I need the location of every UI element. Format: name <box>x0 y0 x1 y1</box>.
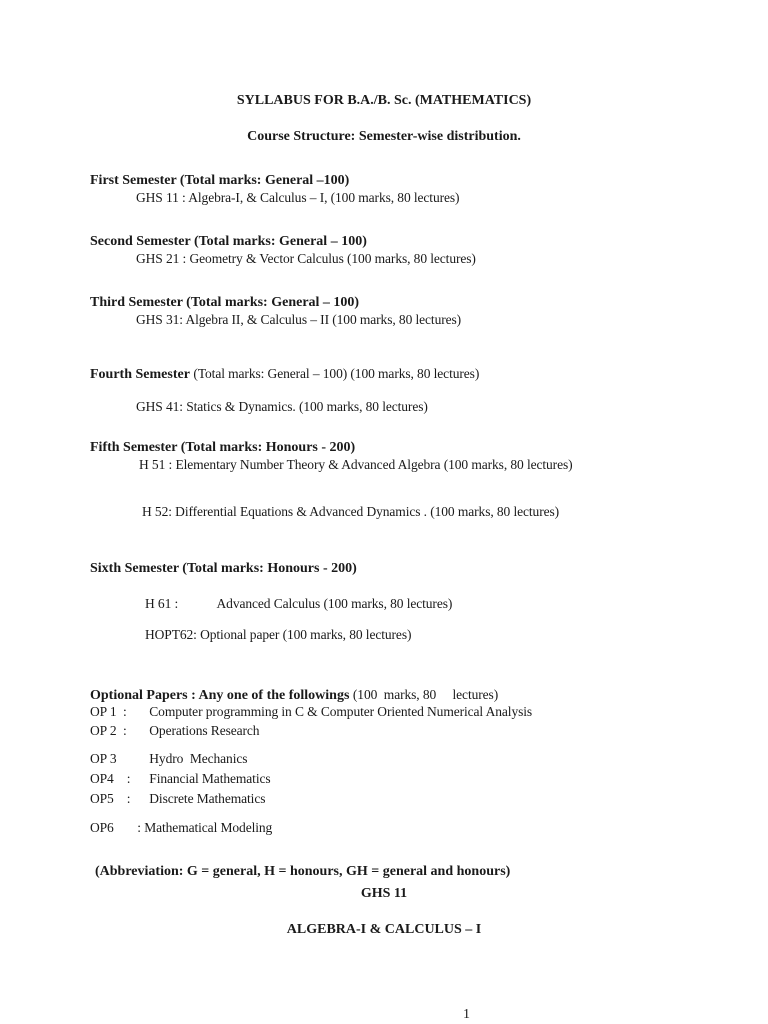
semester-1-heading: First Semester (Total marks: General –100) <box>90 173 350 188</box>
course-description: Statics & Dynamics. (100 marks, 80 lectures) <box>186 399 428 414</box>
course-description: Algebra-I, & Calculus – I, (100 marks, 80 lectures) <box>188 190 460 205</box>
optional-paper-item <box>90 723 259 739</box>
course-code: H 61 : <box>145 596 179 611</box>
semester-5-course-1 <box>139 457 573 473</box>
course-description: Geometry & Vector Calculus (100 marks, 80 lectures) <box>189 251 476 266</box>
semester-2-course-1 <box>136 251 476 267</box>
optional-paper-code: OP 2 : <box>90 723 127 738</box>
optional-paper-code: OP5 : <box>90 791 131 806</box>
semester-4-heading-details: (Total marks: General – 100) (100 marks, 80 lectures) <box>193 366 480 381</box>
semester-5-course-2 <box>142 504 559 520</box>
semester-4-heading-line <box>90 366 479 383</box>
optional-paper-title: Hydro Mechanics <box>149 751 248 766</box>
course-code: H 51 : <box>139 457 173 472</box>
optional-papers-details: (100 marks, 80 lectures) <box>352 687 499 702</box>
course-description: Differential Equations & Advanced Dynamics . (100 marks, 80 lectures) <box>175 504 560 519</box>
optional-paper-item <box>90 820 272 836</box>
semester-3-course-1 <box>136 312 461 328</box>
semester-4-heading: Fourth Semester <box>90 367 190 382</box>
optional-paper-title: : Mathematical Modeling <box>137 820 273 835</box>
abbreviation-note: (Abbreviation: G = general, H = honours, GH = general and honours) <box>95 864 511 879</box>
optional-paper-title: Discrete Mathematics <box>149 791 266 806</box>
course-code: GHS 11 : <box>136 190 186 205</box>
course-code: GHS 41: <box>136 399 183 414</box>
optional-paper-code: OP 3 <box>90 751 117 766</box>
optional-paper-item <box>90 791 265 807</box>
optional-paper-code: OP6 <box>90 820 114 835</box>
course-description: Elementary Number Theory & Advanced Algebra (100 marks, 80 lectures) <box>175 457 573 472</box>
semester-2-heading: Second Semester (Total marks: General – 100) <box>90 234 367 249</box>
semester-1-course-1 <box>136 190 459 206</box>
course-description: Algebra II, & Calculus – II (100 marks, 80 lectures) <box>185 312 462 327</box>
optional-paper-item <box>90 704 532 720</box>
optional-paper-title: Financial Mathematics <box>149 771 271 786</box>
course-code: HOPT62: <box>145 627 197 642</box>
course-code: H 52: <box>142 504 172 519</box>
optional-papers-heading-line <box>90 687 498 704</box>
semester-6-heading: Sixth Semester (Total marks: Honours - 200) <box>90 561 357 576</box>
section-title: ALGEBRA-I & CALCULUS – I <box>286 922 482 937</box>
semester-6-course-2 <box>145 627 411 643</box>
semester-5-heading: Fifth Semester (Total marks: Honours - 200) <box>90 440 356 455</box>
optional-paper-title: Operations Research <box>149 723 260 738</box>
optional-paper-code: OP 1 : <box>90 704 127 719</box>
optional-paper-item <box>90 751 247 767</box>
semester-6-course-1 <box>145 596 452 612</box>
course-structure-heading: Course Structure: Semester-wise distribution. <box>247 129 521 144</box>
semester-4-course-1 <box>136 399 428 415</box>
section-code: GHS 11 <box>360 886 408 901</box>
course-code: GHS 21 : <box>136 251 187 266</box>
semester-3-heading: Third Semester (Total marks: General – 100) <box>90 295 360 310</box>
optional-paper-item <box>90 771 271 787</box>
optional-paper-code: OP4 : <box>90 771 131 786</box>
optional-papers-heading: Optional Papers : Any one of the followings <box>90 688 350 703</box>
document-title: SYLLABUS FOR B.A./B. Sc. (MATHEMATICS) <box>236 93 532 108</box>
optional-paper-title: Computer programming in C & Computer Oriented Numerical Analysis <box>149 704 533 719</box>
course-code: GHS 31: <box>136 312 183 327</box>
page-number: 1 <box>463 1007 470 1022</box>
course-description: Advanced Calculus (100 marks, 80 lectures) <box>216 596 453 611</box>
course-description: Optional paper (100 marks, 80 lectures) <box>200 627 412 642</box>
